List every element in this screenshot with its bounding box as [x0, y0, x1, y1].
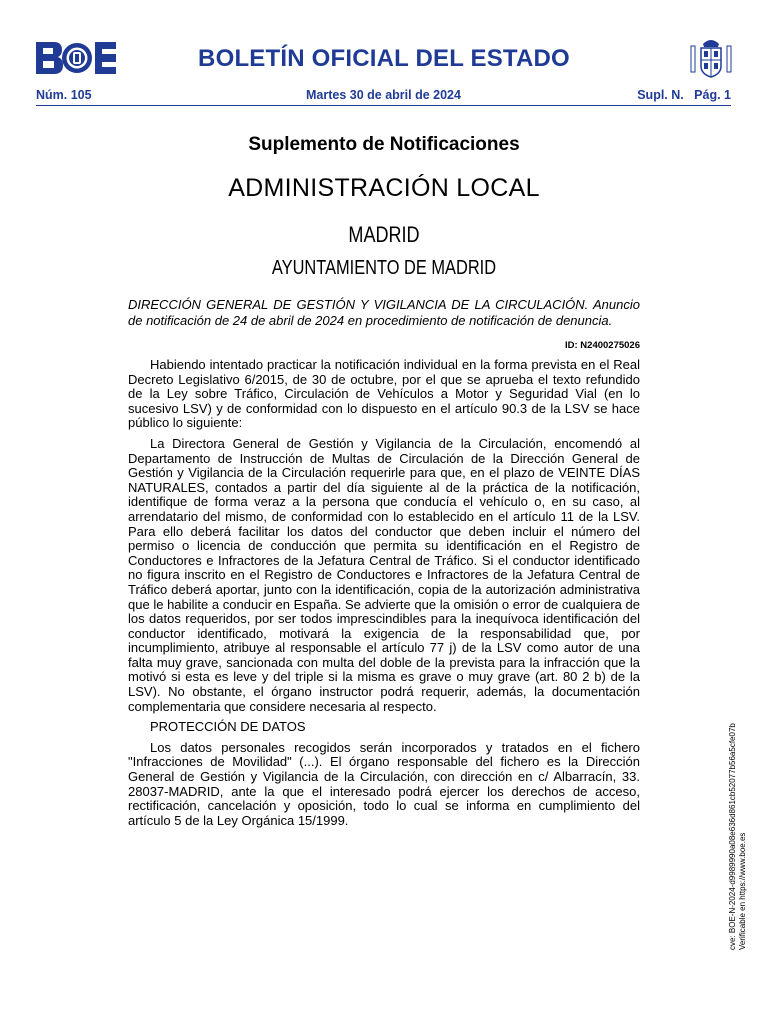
body-paragraph: La Directora General de Gestión y Vigilancia de la Circulación, encomendó al Departamento de Instrucción de Multas de Circulación de la Dirección General de Gestión y Vigilancia de la Circulación requerirle para que, en el plazo de VEINTE DÍAS NATURALES, contados a partir del día siguiente al de la práctica de la notificación, identifique de forma veraz a la persona que conducía el vehículo o, en su caso, al arrendatario del mismo, de conformidad con lo establecido en el artículo 11 de la LSV. Para ello deberá facilitar los datos del conductor que deben incluir el número del permiso o licencia de conducción que permita su identificación en el Registro de Conductores e Infractores de la Jefatura Central de Tráfico. Si el conductor identificado no figura inscrito en el Registro de Conductores e Infractores de la Jefatura Central de Tráfico deberá aportar, junto con la identificación, copia de la autorización administrativa que le habilite a conducir en España. Se advierte que la omisión o error de cualquiera de los datos requeridos, por ser todos imprescindibles para la inequívoca identificación del conductor identificado, motivará la exigencia de la responsabilidad que, por incumplimiento, atribuye al responsable el artículo 77 j) de la LSV como autor de una falta muy grave, sancionada con multa del doble de la prevista para la infracción que la motivó si esta es leve y del triple si la misma es grave o muy grave (art. 80 2 b) de la LSV). No obstante, el órgano instructor podrá requerir, además, la documentación complementaria que considere necesaria al respecto.	[128, 435, 640, 714]
header-divider	[36, 105, 731, 106]
announcement-body	[128, 358, 640, 834]
cve-code: cve: BOE-N-2024-d9989990a08e636d861cb52077b56a5cfe07b	[728, 723, 737, 950]
verification-sidebar	[728, 700, 758, 950]
entity-heading: AYUNTAMIENTO DE MADRID	[271, 257, 497, 279]
issue-number: Núm. 105	[36, 88, 92, 102]
region-heading: MADRID	[348, 222, 420, 247]
supplement-heading: Suplemento de Notificaciones	[248, 134, 520, 155]
administration-heading: ADMINISTRACIÓN LOCAL	[228, 174, 540, 202]
boe-logo	[36, 42, 116, 74]
announcement-id: ID: N2400275026	[565, 340, 640, 351]
body-paragraph: Habiendo intentado practicar la notificación individual en la forma prevista en el Real Decreto Legislativo 6/2015, de 30 de octubre, por el que se aprueba el texto refundido de la Ley sobre Tráfico, Circulación de Vehículos a Motor y Seguridad Vial (en lo sucesivo LSV) y de conformidad con lo dispuesto en el artículo 90.3 de la LSV se hace público lo siguiente:	[128, 357, 640, 431]
section-heading-data-protection: PROTECCIÓN DE DATOS	[150, 719, 306, 735]
newspaper-title: BOLETÍN OFICIAL DEL ESTADO	[198, 45, 570, 72]
body-paragraph: Los datos personales recogidos serán incorporados y tratados en el fichero "Infracciones de Movilidad" (...). El órgano responsable del fichero es la Dirección General de Gestión y Vigilancia de la Circulación, con dirección en c/ Albarracín, 33. 28037-MADRID, ante la que el interesado podrá ejercer los derechos de acceso, rectificación, cancelación y oposición, todo lo cual se informa en cumplimiento del artículo 5 de la Ley Orgánica 15/1999.	[128, 739, 640, 828]
issue-date: Martes 30 de abril de 2024	[306, 88, 461, 102]
coat-of-arms-icon	[690, 36, 732, 80]
verification-link[interactable]: Verificable en https://www.boe.es	[738, 832, 747, 950]
announcement-intro: DIRECCIÓN GENERAL DE GESTIÓN Y VIGILANCIA DE LA CIRCULACIÓN. Anuncio de notificación de 24 de abril de 2024 en procedimiento de notificación de denuncia.	[128, 297, 640, 328]
supplement-page: Supl. N. Pág. 1	[637, 88, 731, 102]
